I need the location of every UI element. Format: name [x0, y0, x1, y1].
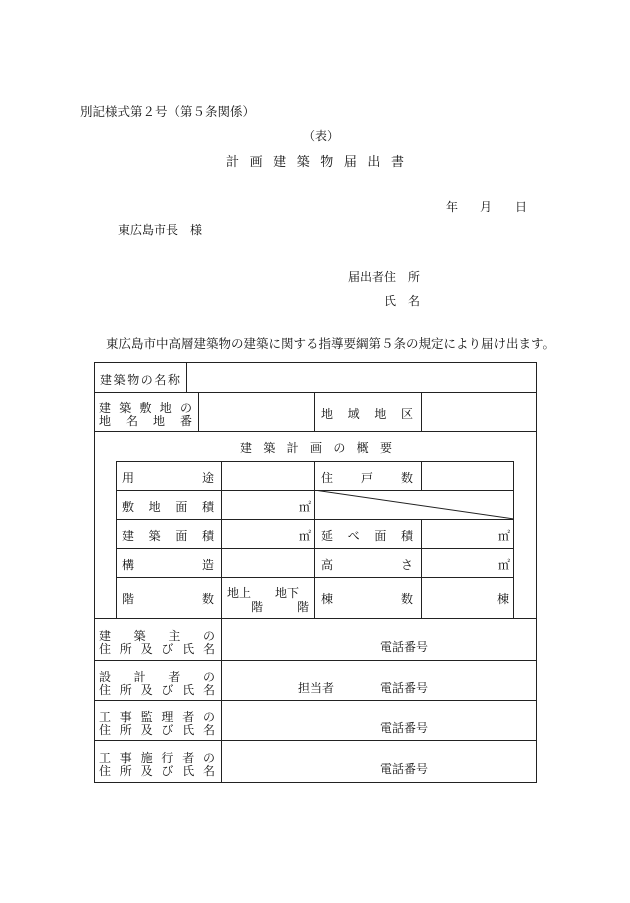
label-char: の	[202, 710, 215, 724]
col-divider	[198, 392, 199, 431]
designer-person-label: 担当者	[298, 681, 335, 695]
label-char: 途	[201, 471, 214, 485]
label-char: 施	[140, 751, 153, 765]
form-id: 別記様式第２号（第５条関係）	[80, 104, 256, 119]
label-char: 面	[175, 529, 188, 543]
col-divider	[421, 392, 422, 431]
date-month-label: 月	[480, 200, 493, 214]
label-char: 構	[122, 558, 135, 572]
label-char: び	[161, 642, 174, 656]
label-char: 計	[286, 441, 299, 455]
label-char: 住	[99, 764, 112, 778]
label-char: 建	[99, 629, 112, 643]
label-char: 数	[400, 471, 413, 485]
submitter-name-label: 氏 名	[384, 294, 421, 308]
table-border	[94, 362, 537, 363]
label-char: 面	[175, 500, 188, 514]
label-char: 番	[179, 414, 192, 428]
table-border	[94, 782, 537, 783]
label-char: 工	[99, 751, 112, 765]
label-char: 域	[347, 407, 360, 421]
label-char: 氏	[182, 723, 195, 737]
buildings-unit: 棟	[497, 592, 510, 606]
label-char: 所	[119, 723, 132, 737]
owner-phone-label: 電話番号	[380, 640, 429, 654]
row-divider	[94, 392, 537, 393]
label-char: 地	[321, 407, 334, 421]
label-char: 名	[202, 642, 215, 656]
owner-label-line2	[99, 640, 215, 657]
label-char: 監	[140, 710, 153, 724]
label-char: 理	[161, 710, 174, 724]
date-year-label: 年	[446, 200, 459, 214]
row-divider	[94, 618, 537, 619]
label-char: 氏	[182, 683, 195, 697]
statement-text: 東広島市中高層建築物の建築に関する指導要綱第５条の規定により届け出ます。	[106, 336, 556, 351]
label-char: 物	[127, 373, 140, 387]
label-char: 積	[400, 529, 413, 543]
date-day-label: 日	[515, 200, 528, 214]
row-divider	[94, 740, 537, 741]
label-char: の	[202, 670, 215, 684]
use-label	[122, 469, 214, 486]
label-char: の	[202, 751, 215, 765]
label-char: 所	[119, 642, 132, 656]
label-char: 主	[168, 629, 181, 643]
label-char: 設	[99, 670, 112, 684]
inner-border	[421, 461, 422, 490]
label-char: び	[161, 764, 174, 778]
label-char: 名	[202, 723, 215, 737]
label-char: 者	[182, 710, 195, 724]
below-ground-label: 地下	[275, 586, 300, 600]
label-char: の	[140, 373, 153, 387]
contractor-label-line2	[99, 762, 215, 779]
label-char: 建	[99, 401, 112, 415]
label-char: 及	[140, 642, 153, 656]
label-char: 届	[343, 155, 357, 170]
label-char: 者	[168, 670, 181, 684]
col-divider	[221, 618, 222, 783]
label-char: の	[202, 629, 215, 643]
label-char: の	[179, 401, 192, 415]
label-char: 事	[119, 751, 132, 765]
label-char: 氏	[182, 642, 195, 656]
label-char: 敷	[122, 500, 135, 514]
label-char: 階	[122, 592, 135, 606]
label-char: び	[161, 683, 174, 697]
label-char: 事	[119, 710, 132, 724]
label-char: 積	[201, 529, 214, 543]
label-char: 棟	[321, 592, 334, 606]
inner-border	[116, 461, 117, 618]
label-char: 住	[99, 723, 112, 737]
label-char: 物	[320, 155, 334, 170]
label-char: 建	[240, 441, 253, 455]
label-char: 造	[201, 558, 214, 572]
label-char: 戸	[360, 471, 373, 485]
label-char: 名	[202, 683, 215, 697]
label-char: 所	[119, 683, 132, 697]
zone-label	[321, 405, 413, 422]
label-char: 住	[321, 471, 334, 485]
table-border	[536, 362, 537, 783]
label-char: 築	[113, 373, 126, 387]
inner-border	[421, 519, 422, 618]
submitter-address-label: 届出者住 所	[348, 270, 421, 284]
inner-border	[221, 461, 222, 618]
height-unit: ㎡	[498, 558, 511, 572]
label-char: 建	[273, 155, 287, 170]
supervisor-label-line2	[99, 721, 215, 738]
label-char: の	[333, 441, 346, 455]
label-char: 書	[390, 155, 404, 170]
designer-phone-label: 電話番号	[380, 681, 429, 695]
label-char: 面	[374, 529, 387, 543]
building-area-label	[122, 527, 214, 544]
label-char: 地	[152, 414, 165, 428]
units-label	[321, 469, 413, 486]
label-char: 名	[154, 373, 167, 387]
floors-label	[122, 590, 214, 607]
inner-border	[116, 548, 514, 549]
label-char: 及	[140, 683, 153, 697]
label-char: べ	[347, 529, 360, 543]
site-area-unit: ㎡	[299, 500, 312, 514]
label-char: 築	[133, 629, 146, 643]
label-char: 地	[148, 500, 161, 514]
floor-area-unit: ㎡	[498, 529, 511, 543]
designer-label-line2	[99, 681, 215, 698]
inner-border	[314, 461, 315, 618]
label-char: 築	[263, 441, 276, 455]
label-char: さ	[400, 558, 413, 572]
inner-border	[513, 461, 514, 618]
label-char: 計	[226, 155, 240, 170]
overview-heading	[240, 439, 392, 456]
label-char: 氏	[182, 764, 195, 778]
label-char: 築	[119, 401, 132, 415]
label-char: 建	[122, 529, 135, 543]
above-ground-label: 地上	[227, 586, 252, 600]
floor-area-label	[321, 527, 413, 544]
below-floor-unit: 階	[297, 600, 310, 614]
label-char: 名	[202, 764, 215, 778]
label-char: 所	[119, 764, 132, 778]
label-char: 及	[140, 764, 153, 778]
label-char: 用	[122, 471, 135, 485]
label-char: 要	[379, 441, 392, 455]
label-char: 敷	[139, 401, 152, 415]
row-divider	[94, 660, 537, 661]
contractor-phone-label: 電話番号	[380, 762, 429, 776]
inner-border	[116, 577, 514, 578]
label-char: 概	[356, 441, 369, 455]
side-label: （表）	[303, 129, 340, 143]
addressee: 東広島市長 様	[118, 223, 203, 237]
row-divider	[94, 431, 537, 432]
label-char: 築	[296, 155, 310, 170]
col-divider	[186, 362, 187, 392]
label-char: 住	[99, 642, 112, 656]
document-title	[226, 151, 404, 170]
label-char: 積	[201, 500, 214, 514]
label-char: 住	[99, 683, 112, 697]
height-label	[321, 556, 413, 573]
structure-label	[122, 556, 214, 573]
label-char: 高	[321, 558, 334, 572]
label-char: 計	[133, 670, 146, 684]
label-char: 数	[201, 592, 214, 606]
site-area-label	[122, 498, 214, 515]
label-char: 出	[367, 155, 381, 170]
site-label-line2	[99, 412, 192, 429]
inner-border	[116, 461, 514, 462]
label-char: 建	[100, 373, 113, 387]
label-char: 工	[99, 710, 112, 724]
label-char: 地	[374, 407, 387, 421]
label-char: 称	[167, 373, 180, 387]
label-char: 地	[99, 414, 112, 428]
label-char: 延	[321, 529, 334, 543]
buildings-label	[321, 590, 413, 607]
table-border	[94, 362, 95, 783]
label-char: 画	[249, 155, 263, 170]
col-divider	[314, 392, 315, 431]
supervisor-phone-label: 電話番号	[380, 721, 429, 735]
building-area-unit: ㎡	[299, 529, 312, 543]
label-char: 数	[400, 592, 413, 606]
building-name-label	[100, 371, 180, 388]
label-char: 者	[182, 751, 195, 765]
label-char: 築	[148, 529, 161, 543]
above-floor-unit: 階	[251, 600, 264, 614]
label-char: び	[161, 723, 174, 737]
label-char: 地	[159, 401, 172, 415]
row-divider	[94, 700, 537, 701]
label-char: 区	[400, 407, 413, 421]
diagonal-line	[314, 490, 514, 520]
label-char: 及	[140, 723, 153, 737]
label-char: 行	[161, 751, 174, 765]
label-char: 名	[125, 414, 138, 428]
label-char: 画	[309, 441, 322, 455]
